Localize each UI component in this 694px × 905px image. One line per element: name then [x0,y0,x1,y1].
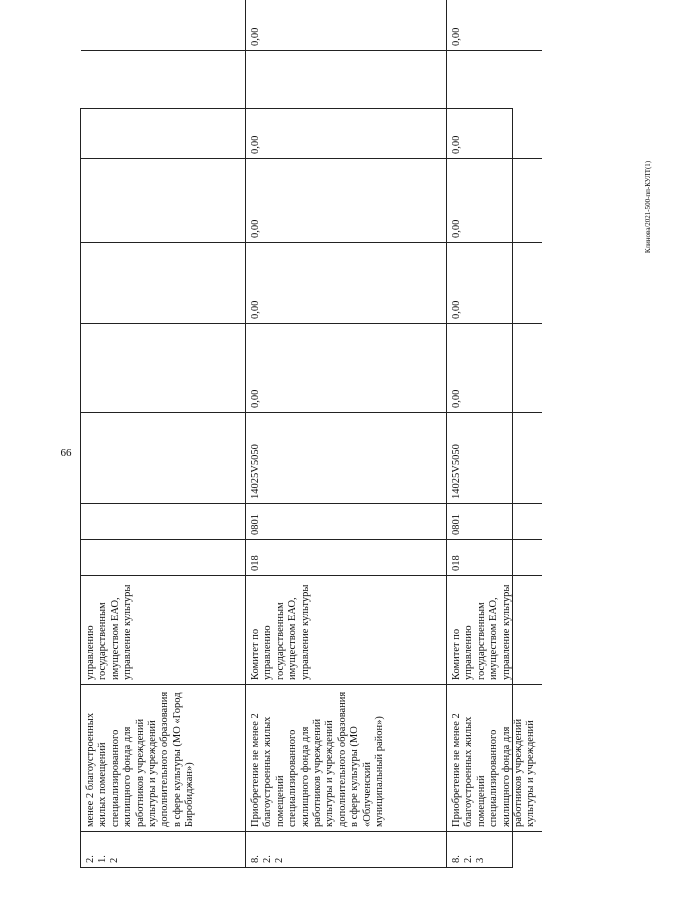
row-number: 8. 2. 2 [246,831,447,867]
grbs-cell [81,539,246,575]
value-cell: 0,00 [246,0,447,50]
value-cell: 0,00 [447,323,542,412]
rzpr-cell: 0801 [447,503,542,539]
value-cell: 0,00 [447,50,542,158]
value-cell: 0,00 [246,50,447,158]
value-cell: 0,00 [246,242,447,323]
grbs-cell: 018 [447,539,542,575]
page-number: 66 [60,447,72,459]
value-cell [81,242,246,323]
rzpr-cell: 0801 [246,503,447,539]
executor-cell: Комитет по управлению государственным имуществом ЕАО, управление культуры [447,575,542,684]
csr-cell [81,412,246,503]
value-cell: 0,00 [451,27,462,46]
event-name-cell: Приобретение не менее 2 благоустроенных жилых помещений специализированного жилищного фонда для работников учреждений культуры и учреждений дополнительного образования в сфере культуры (МО «Облученский муниципальный район») [246,684,447,831]
value-cell [81,323,246,412]
value-cell [81,50,246,158]
csr-cell: 14025V5050 [447,412,542,503]
footer-code: Клинова/2021-500-пп-КУЛТ(1) [644,160,653,254]
event-name-cell: Приобретение не менее 2 благоустроенных жилых помещений специализированного жилищного фонда для работников учреждений культуры и учреждений [447,684,542,831]
row-number: 8. 2. 3 [447,831,542,867]
executor-cell: Комитет по управлению государственным имуществом ЕАО, управление культуры [246,575,447,684]
csr-cell: 14025V5050 [246,412,447,503]
row-number: 2. 1. 2 [81,831,246,867]
executor-cell: управлению государственным имуществом ЕАО, управление культуры [81,575,246,684]
value-cell [81,158,246,242]
value-cell: 0,00 [246,158,447,242]
value-cell [81,0,246,50]
event-name-cell: менее 2 благоустроенных жилых помещений специализированного жилищного фонда для работников учреждений культуры и учреждений дополнительного образования в сфере культуры (МО «Город Биробиджан») [81,684,246,831]
value-cell: 0,00 [246,323,447,412]
value-cell: 0,00 [447,158,542,242]
value-cell: 0,00 [447,242,542,323]
budget-table [80,27,537,868]
rzpr-cell [81,503,246,539]
grbs-cell: 018 [246,539,447,575]
